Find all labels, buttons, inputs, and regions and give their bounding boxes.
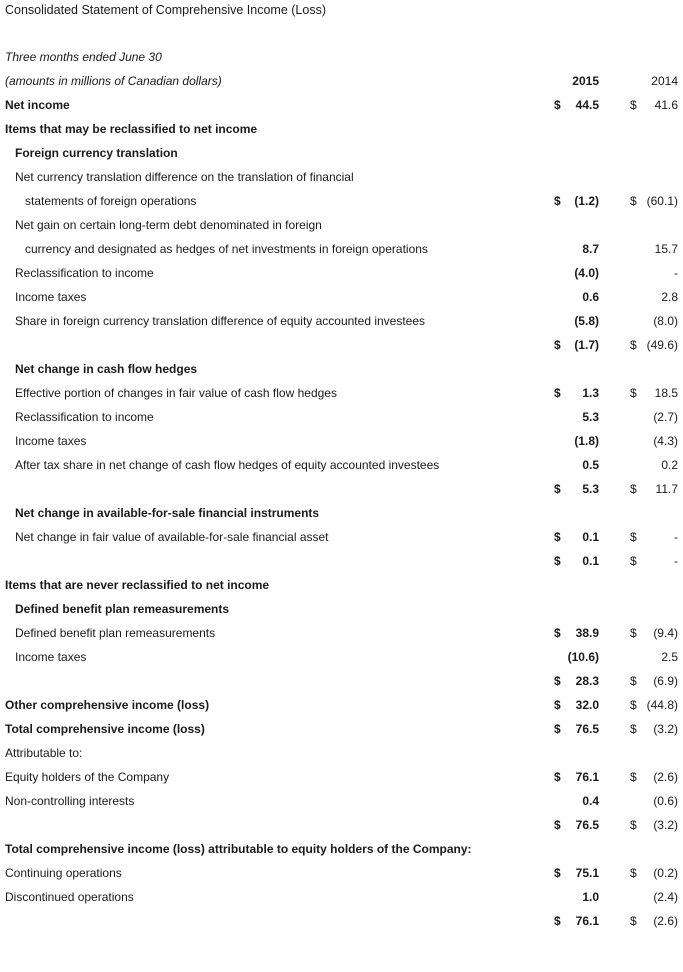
dollar-sign-2014: $ — [630, 674, 637, 688]
value-2015: (1.2) — [574, 194, 599, 208]
value-2015: 75.1 — [575, 866, 599, 880]
table-row — [0, 117, 683, 141]
table-row — [0, 837, 683, 861]
dollar-sign-2015: $ — [554, 722, 561, 736]
value-2015: 28.3 — [575, 674, 599, 688]
table-row — [0, 861, 683, 885]
row-label: Defined benefit plan remeasurements — [15, 602, 230, 616]
table-row — [0, 333, 683, 357]
table-row — [0, 525, 683, 549]
value-2015: 76.5 — [575, 818, 599, 832]
value-2015: 76.1 — [575, 914, 599, 928]
row-label: Foreign currency translation — [15, 146, 178, 160]
dollar-sign-2014: $ — [630, 626, 637, 640]
row-label: After tax share in net change of cash flow hedges of equity accounted investees — [15, 458, 440, 472]
row-label: Items that may be reclassified to net income — [5, 122, 258, 136]
value-2015: (10.6) — [567, 650, 599, 664]
value-2015: 0.6 — [582, 290, 599, 304]
value-2014: (2.6) — [653, 914, 678, 928]
value-2014: 2014 — [651, 74, 678, 88]
row-label: Net gain on certain long-term debt denominated in foreign — [15, 218, 322, 232]
row-label: Net change in available-for-sale financial instruments — [15, 506, 320, 520]
row-label: currency and designated as hedges of net investments in foreign operations — [25, 242, 428, 256]
value-2015: 5.3 — [582, 482, 599, 496]
dollar-sign-2015: $ — [554, 674, 561, 688]
table-row — [0, 141, 683, 165]
table-row — [0, 909, 683, 933]
table-row — [0, 381, 683, 405]
row-label: Discontinued operations — [5, 890, 134, 904]
row-label: Non-controlling interests — [5, 794, 135, 808]
value-2014: - — [674, 554, 678, 568]
dollar-sign-2014: $ — [630, 482, 637, 496]
value-2015: 5.3 — [582, 410, 599, 424]
table-row — [0, 261, 683, 285]
table-row — [0, 621, 683, 645]
value-2015: 76.5 — [575, 722, 599, 736]
table-row — [0, 885, 683, 909]
value-2014: (2.4) — [653, 890, 678, 904]
table-row — [0, 597, 683, 621]
value-2015: 44.5 — [575, 98, 599, 112]
table-row — [0, 93, 683, 117]
dollar-sign-2014: $ — [630, 194, 637, 208]
row-label: Three months ended June 30 — [5, 50, 162, 64]
table-row — [0, 645, 683, 669]
table-row — [0, 765, 683, 789]
row-label: Net income — [5, 98, 70, 112]
row-label: Net change in fair value of available-for-sale financial asset — [15, 530, 329, 544]
table-row — [0, 213, 683, 237]
value-2014: (4.3) — [653, 434, 678, 448]
value-2014: (3.2) — [653, 722, 678, 736]
row-label: Income taxes — [15, 650, 87, 664]
row-label: Reclassification to income — [15, 266, 154, 280]
value-2015: (1.8) — [574, 434, 599, 448]
value-2015: 1.0 — [582, 890, 599, 904]
value-2014: (3.2) — [653, 818, 678, 832]
value-2015: 38.9 — [575, 626, 599, 640]
dollar-sign-2014: $ — [630, 530, 637, 544]
value-2015: 76.1 — [575, 770, 599, 784]
dollar-sign-2014: $ — [630, 722, 637, 736]
value-2014: 18.5 — [654, 386, 678, 400]
table-row — [0, 309, 683, 333]
value-2014: 41.6 — [654, 98, 678, 112]
dollar-sign-2015: $ — [554, 866, 561, 880]
value-2014: (2.7) — [653, 410, 678, 424]
value-2014: (44.8) — [646, 698, 678, 712]
table-row — [0, 717, 683, 741]
table-row — [0, 429, 683, 453]
value-2015: 2015 — [572, 74, 599, 88]
row-label: Total comprehensive income (loss) attributable to equity holders of the Company: — [5, 842, 472, 856]
table-row — [0, 501, 683, 525]
dollar-sign-2014: $ — [630, 98, 637, 112]
dollar-sign-2014: $ — [630, 338, 637, 352]
value-2015: 32.0 — [575, 698, 599, 712]
value-2014: 2.5 — [661, 650, 678, 664]
row-label: Other comprehensive income (loss) — [5, 698, 210, 712]
dollar-sign-2015: $ — [554, 194, 561, 208]
table-row — [0, 813, 683, 837]
table-row — [0, 237, 683, 261]
dollar-sign-2014: $ — [630, 914, 637, 928]
dollar-sign-2014: $ — [630, 818, 637, 832]
dollar-sign-2014: $ — [630, 554, 637, 568]
row-label: Net currency translation difference on the translation of financial — [15, 170, 354, 184]
value-2015: (1.7) — [574, 338, 599, 352]
dollar-sign-2015: $ — [554, 338, 561, 352]
dollar-sign-2015: $ — [554, 770, 561, 784]
value-2015: 8.7 — [582, 242, 599, 256]
table-row — [0, 573, 683, 597]
table-row — [0, 165, 683, 189]
dollar-sign-2015: $ — [554, 914, 561, 928]
value-2014: 0.2 — [661, 458, 678, 472]
dollar-sign-2015: $ — [554, 626, 561, 640]
value-2015: 0.4 — [582, 794, 599, 808]
value-2014: (0.6) — [653, 794, 678, 808]
table-row — [0, 669, 683, 693]
value-2015: 0.5 — [582, 458, 599, 472]
table-row — [0, 693, 683, 717]
value-2014: (9.4) — [653, 626, 678, 640]
row-label: Attributable to: — [5, 746, 83, 760]
row-label: Defined benefit plan remeasurements — [15, 626, 216, 640]
table-row — [0, 285, 683, 309]
table-row — [0, 189, 683, 213]
value-2015: (5.8) — [574, 314, 599, 328]
table-row — [0, 357, 683, 381]
table-row — [0, 69, 683, 93]
row-label: Continuing operations — [5, 866, 122, 880]
value-2014: 11.7 — [655, 482, 678, 496]
value-2014: (60.1) — [646, 194, 678, 208]
row-label: statements of foreign operations — [25, 194, 197, 208]
value-2014: (6.9) — [653, 674, 678, 688]
value-2014: (0.2) — [653, 866, 678, 880]
dollar-sign-2014: $ — [630, 386, 637, 400]
table-row — [0, 741, 683, 765]
value-2014: (49.6) — [646, 338, 678, 352]
row-label: Income taxes — [15, 434, 87, 448]
row-label: Equity holders of the Company — [5, 770, 170, 784]
value-2015: 1.3 — [582, 386, 599, 400]
row-label: Income taxes — [15, 290, 87, 304]
dollar-sign-2015: $ — [554, 554, 561, 568]
dollar-sign-2015: $ — [554, 698, 561, 712]
table-row — [0, 453, 683, 477]
table-row — [0, 549, 683, 573]
table-row — [0, 477, 683, 501]
dollar-sign-2015: $ — [554, 482, 561, 496]
dollar-sign-2014: $ — [630, 698, 637, 712]
dollar-sign-2015: $ — [554, 98, 561, 112]
row-label: Reclassification to income — [15, 410, 154, 424]
dollar-sign-2015: $ — [554, 386, 561, 400]
value-2014: - — [674, 530, 678, 544]
dollar-sign-2014: $ — [630, 866, 637, 880]
value-2015: 0.1 — [582, 554, 599, 568]
value-2014: (2.6) — [653, 770, 678, 784]
row-label: Items that are never reclassified to net income — [5, 578, 270, 592]
row-label: (amounts in millions of Canadian dollars) — [5, 74, 222, 88]
value-2014: 15.7 — [654, 242, 678, 256]
dollar-sign-2015: $ — [554, 530, 561, 544]
row-label: Net change in cash flow hedges — [15, 362, 198, 376]
row-label: Effective portion of changes in fair value of cash flow hedges — [15, 386, 337, 400]
dollar-sign-2014: $ — [630, 770, 637, 784]
table-row — [0, 405, 683, 429]
value-2014: - — [674, 266, 678, 280]
row-label: Share in foreign currency translation difference of equity accounted investees — [15, 314, 426, 328]
table-row — [0, 45, 683, 69]
dollar-sign-2015: $ — [554, 818, 561, 832]
statement-title: Consolidated Statement of Comprehensive Income (Loss) — [5, 3, 326, 17]
row-label: Total comprehensive income (loss) — [5, 722, 205, 736]
value-2015: 0.1 — [582, 530, 599, 544]
value-2014: 2.8 — [661, 290, 678, 304]
value-2014: (8.0) — [653, 314, 678, 328]
value-2015: (4.0) — [574, 266, 599, 280]
table-row — [0, 789, 683, 813]
